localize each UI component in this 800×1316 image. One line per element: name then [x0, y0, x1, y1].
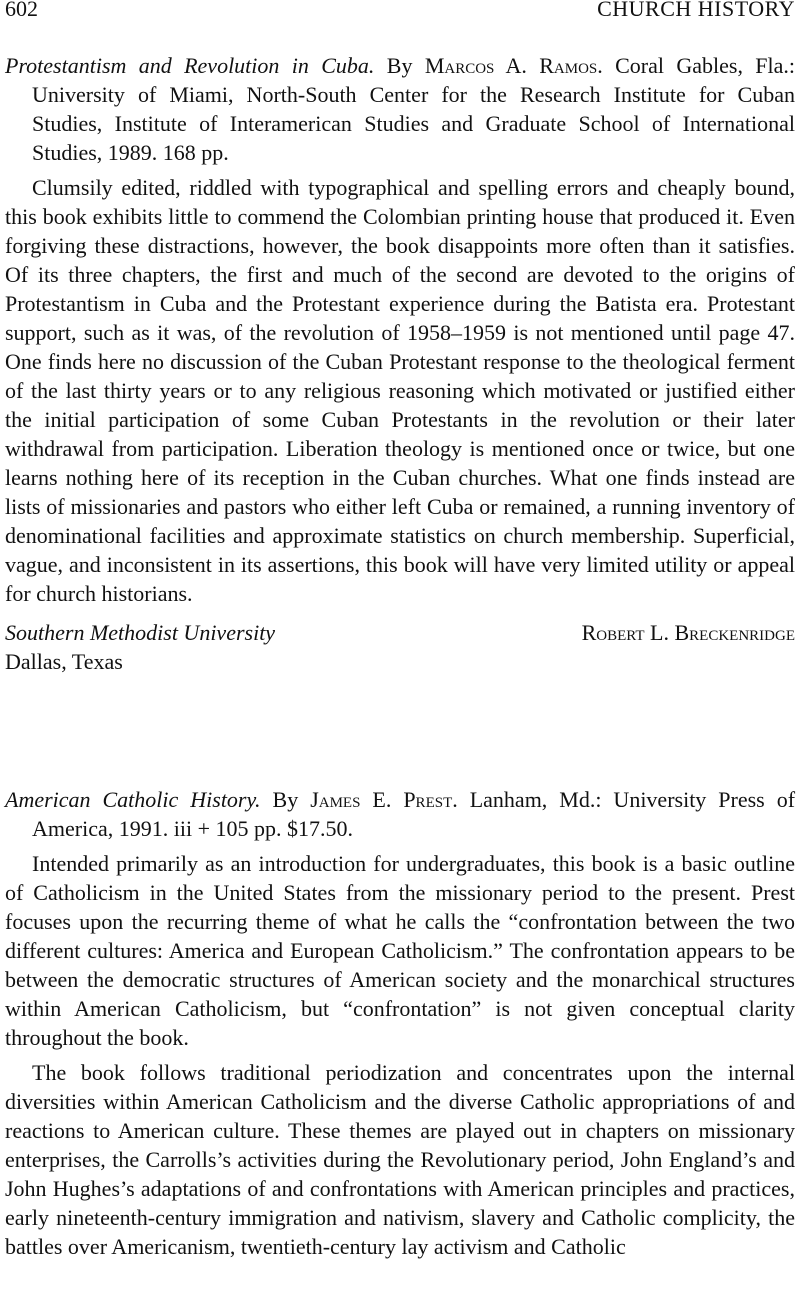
book-author: James E. Prest [310, 787, 453, 812]
page-number: 602 [5, 0, 38, 21]
publication-info: . Lanham, Md.: University Press of America, 1991. iii + 105 pp. $17.50. [32, 787, 796, 841]
review-body: Clumsily edited, riddled with typographical and spelling errors and cheaply bound, this book exhibits little to commend the Colombian printing house that produced it. Even forgiving these distractions, however, the book disappoints more often than it satisfies. Of its three chapters, the first and much of the second are devoted to the origins of Protestantism in Cuba and the Protestant experience during the Batista era. Protestant support, such as it was, of the revolution of 1958–1959 is not mentioned until page 47. One finds here no discussion of the Cuban Protestant response to the theological ferment of the last thirty years or to any religious reasoning which motivated or justified either the initial participation of some Cuban Protestants in the revolution or their later withdrawal from participation. Liberation theology is mentioned once or twice, but one learns nothing here of its reception in the Cuban churches. What one finds instead are lists of missionaries and pastors who either left Cuba or remained, a running inventory of denominational facilities and approximate statistics on church membership. Superficial, vague, and inconsistent in its assertions, this book will have very limited utility or appeal for church historians. [5, 175, 795, 606]
review-paragraph: The book follows traditional periodization and concentrates upon the internal diversities within American Catholicism and the diverse Catholic appropriations of and reactions to American culture. These themes are played out in chapters on missionary enterprises, the Carrolls’s activities during the Revolutionary period, John England’s and John Hughes’s adaptations of and confrontations with American principles and practices, early nineteenth-century immigration and nativism, slavery and Catholic complicity, the battles over Americanism, twentieth-century lay activism and Catholic [5, 1060, 795, 1259]
publication-info: . Coral Gables, Fla.: University of Miami, North-South Center for the Research Institute for Cuban Studies, Institute of Interamerican Studies and Graduate School of International Studies, 1989. 168 pp. [32, 53, 796, 165]
running-head [5, 0, 795, 26]
book-author: Marcos A. Ramos [424, 53, 598, 78]
journal-name: CHURCH HISTORY [597, 0, 795, 21]
document-page [5, 0, 795, 1316]
book-title: American Catholic History. [5, 787, 261, 812]
review-citation [5, 785, 795, 843]
reviewer-name: Robert L. Breckenridge [581, 620, 795, 645]
by-word: By [386, 53, 413, 78]
reviewer-signature [5, 618, 795, 647]
review-citation [5, 51, 795, 167]
review-american-catholic-history [5, 785, 795, 1261]
book-title: Protestantism and Revolution in Cuba. [5, 53, 375, 78]
reviewer-institution: Southern Methodist University [5, 620, 276, 645]
review-protestantism-cuba [5, 51, 795, 676]
by-word: By [272, 787, 299, 812]
reviewer-city: Dallas, Texas [5, 649, 123, 674]
review-paragraph: Intended primarily as an introduction for undergraduates, this book is a basic outline of Catholicism in the United States from the missionary period to the present. Prest focuses upon the recurring theme of what he calls the “confrontation between the two different cultures: America and European Catholicism.” The confrontation appears to be between the democratic structures of American society and the monarchical structures within American Catholicism, but “confrontation” is not given conceptual clarity throughout the book. [5, 851, 795, 1050]
